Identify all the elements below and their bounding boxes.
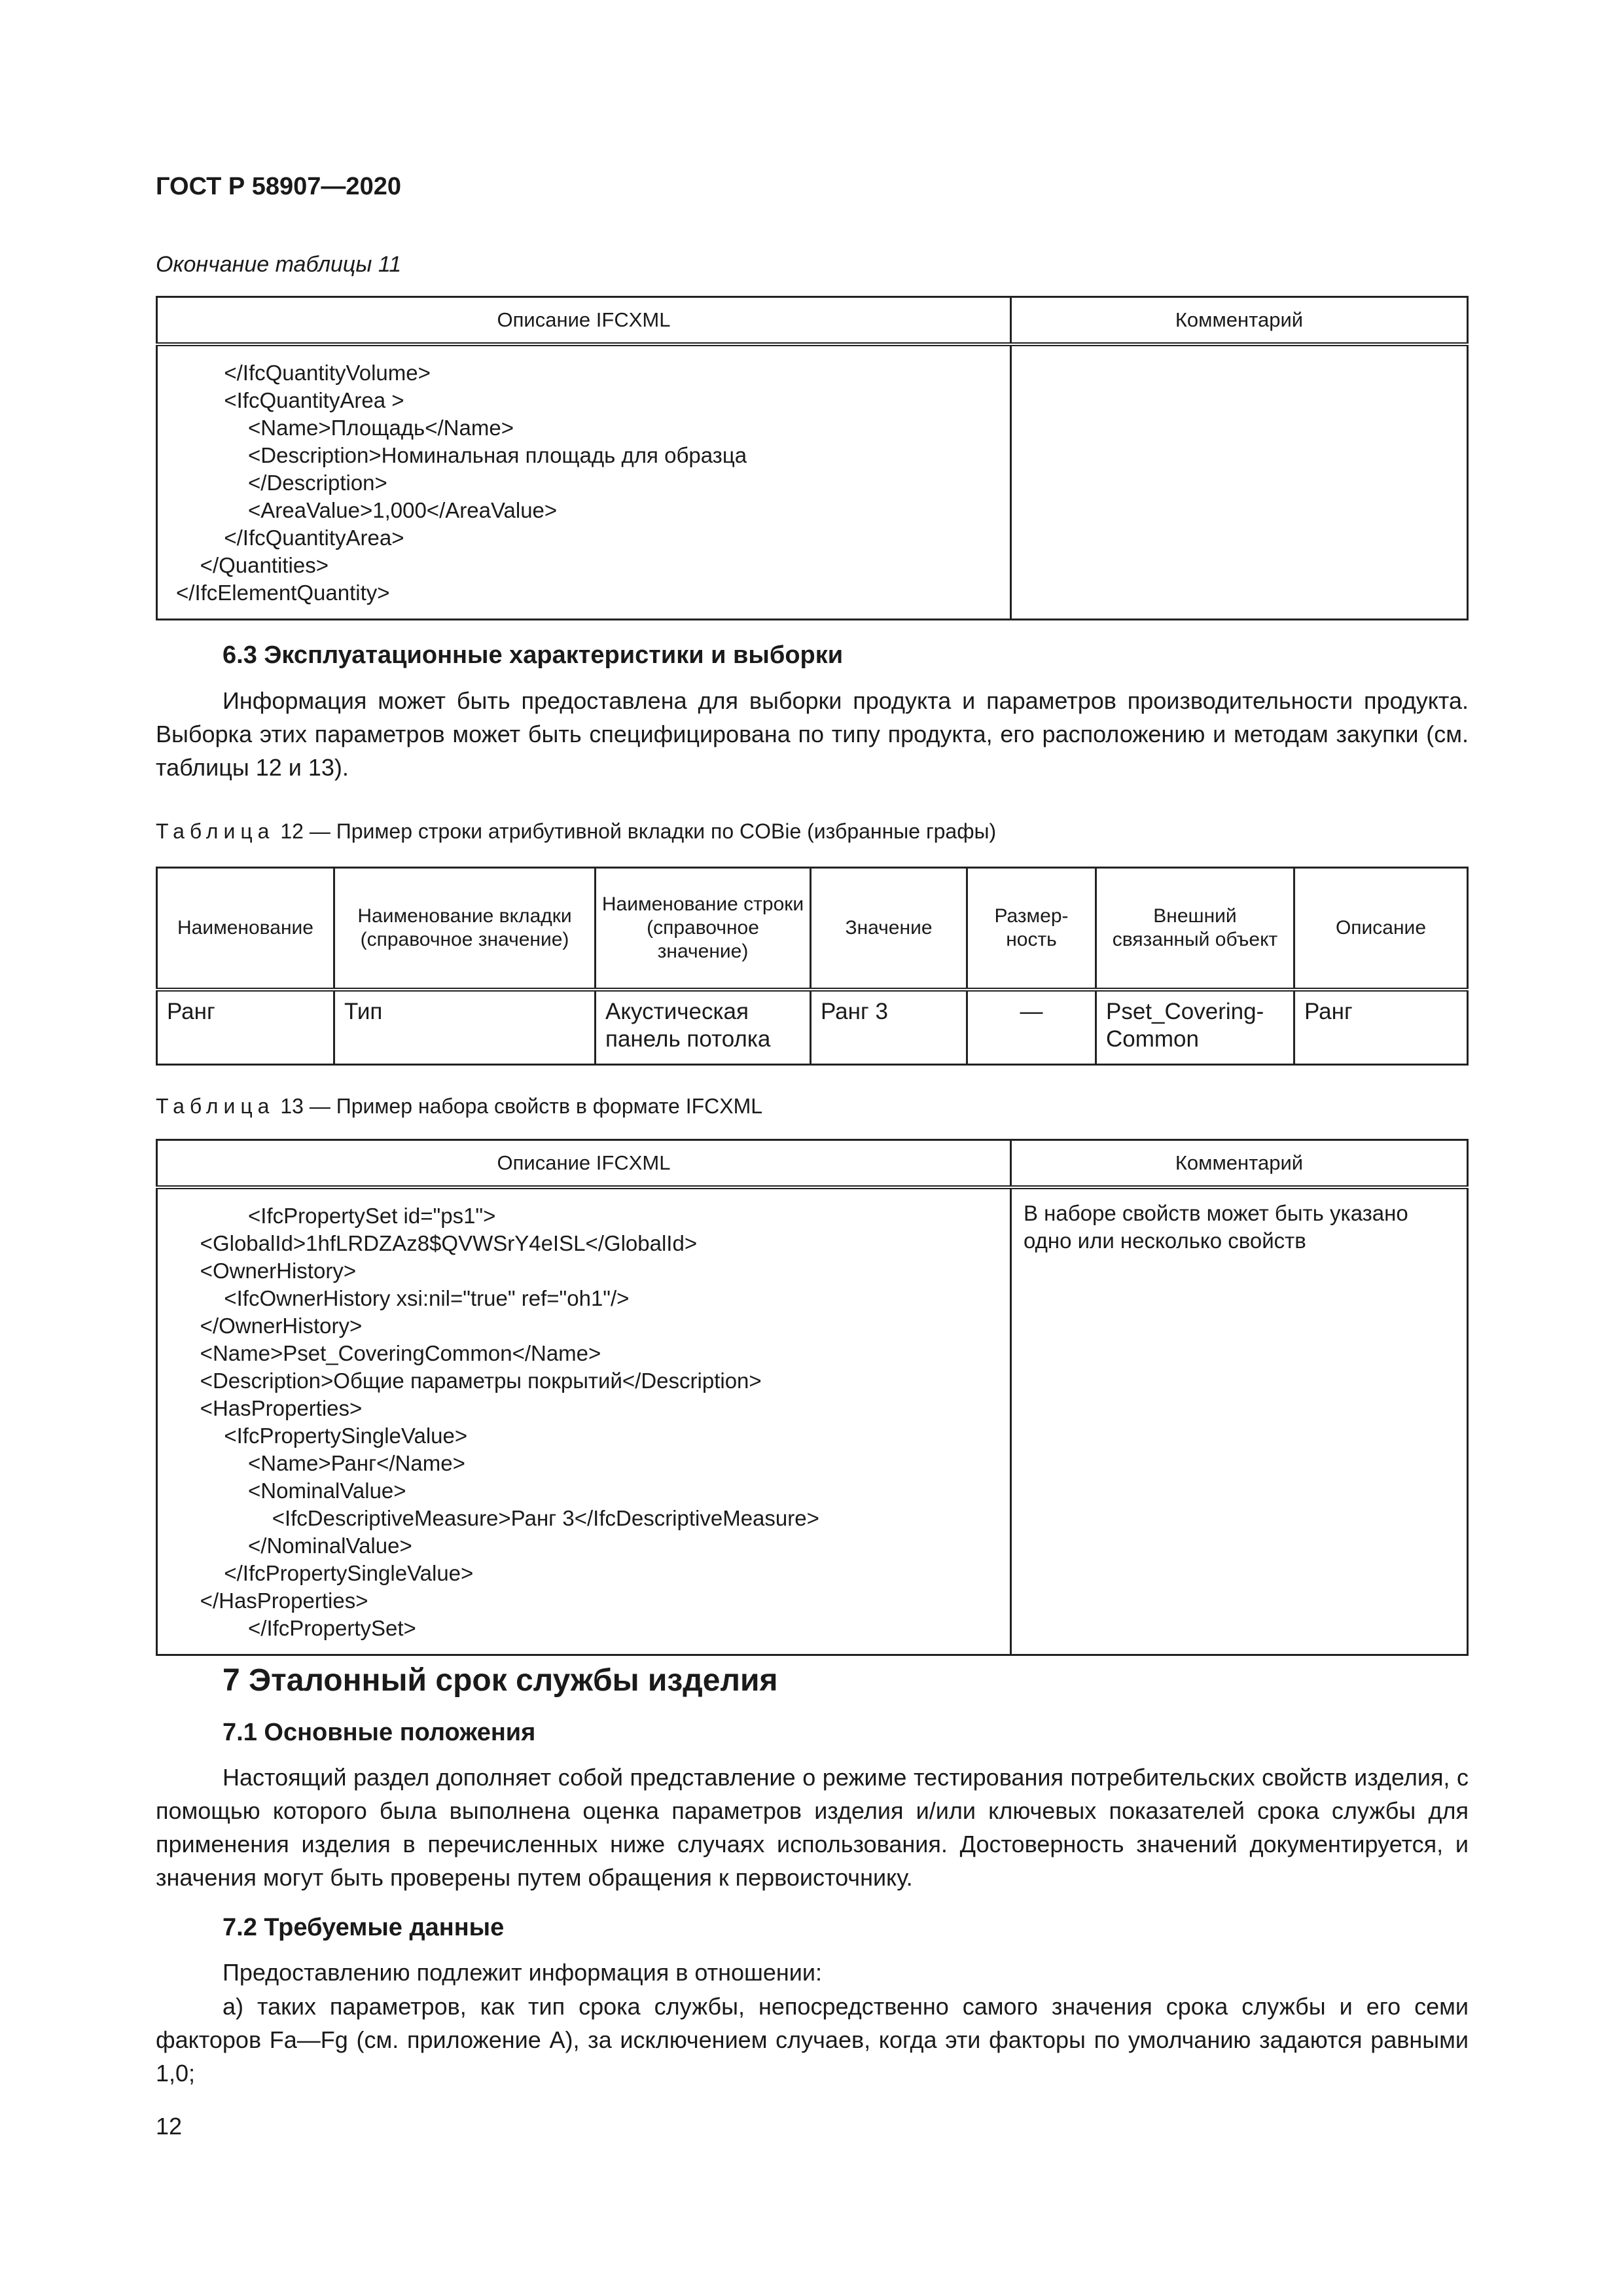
table12-header: Значение xyxy=(811,868,967,990)
table12-header: Описание xyxy=(1294,868,1468,990)
table11-comment-cell xyxy=(1011,344,1468,620)
section-7-heading: 7 Эталонный срок службы изделия xyxy=(223,1663,778,1698)
section-7-2-item-a: а) таких параметров, как тип срока службы, непосредственно самого значения срока службы и его семи факторов Fa—Fg (см. приложение А), за исключением случаев, когда эти факторы по умолчанию задаются равными 1,0; xyxy=(156,1993,1469,2087)
table11-xml-cell xyxy=(157,344,1011,620)
section-6-3-paragraph: Информация может быть предоставлена для выборки продукта и параметров производительности продукта. Выборка этих параметров может быть специфицирована по типу продукта, его расположению и методам закупки (см. таблицы 12 и 13). xyxy=(156,687,1469,781)
table12-cell: Ранг 3 xyxy=(811,990,967,1065)
table13-xml-cell xyxy=(157,1187,1011,1655)
xml-line: <Name>Ранг</Name> xyxy=(176,1451,465,1475)
table13-header-desc: Описание IFCXML xyxy=(157,1140,1011,1188)
xml-line: </IfcQuantityVolume> xyxy=(176,361,431,385)
xml-line: </IfcPropertySingleValue> xyxy=(176,1561,474,1585)
xml-line: </IfcPropertySet> xyxy=(176,1616,416,1640)
xml-line: </IfcQuantityArea> xyxy=(176,526,404,550)
xml-line: <IfcPropertySingleValue> xyxy=(176,1424,468,1448)
xml-line: </IfcElementQuantity> xyxy=(176,581,390,605)
table12-cell: Тип xyxy=(334,990,596,1065)
table12-header: Наименование строки (справочное значение) xyxy=(596,868,811,990)
xml-line: </NominalValue> xyxy=(176,1534,412,1558)
xml-line: <GlobalId>1hfLRDZAz8$QVWSrY4eISL</GlobalId> xyxy=(176,1231,698,1255)
section-7-2-heading: 7.2 Требуемые данные xyxy=(223,1914,505,1941)
table12-header: Наименование xyxy=(157,868,334,990)
xml-line: <IfcQuantityArea > xyxy=(176,388,404,412)
xml-line: <Name>Pset_CoveringCommon</Name> xyxy=(176,1341,601,1365)
table13 xyxy=(156,1139,1469,1656)
xml-line: </HasProperties> xyxy=(176,1588,368,1613)
table13-header-comment: Комментарий xyxy=(1011,1140,1468,1188)
xml-line: </Quantities> xyxy=(176,553,329,577)
section-7-2-intro: Предоставлению подлежит информация в отношении: xyxy=(223,1959,823,1986)
table11-header-comment: Комментарий xyxy=(1011,297,1468,345)
document-code: ГОСТ Р 58907—2020 xyxy=(156,173,401,200)
table13-comment-cell: В наборе свойств может быть указано одно или несколько свойств xyxy=(1011,1187,1468,1655)
table12 xyxy=(156,867,1469,1066)
xml-line: <Description>Общие параметры покрытий</Description> xyxy=(176,1369,762,1393)
xml-line: <HasProperties> xyxy=(176,1396,363,1420)
xml-line: <IfcOwnerHistory xsi:nil="true" ref="oh1"/> xyxy=(176,1286,630,1310)
table12-header: Наименование вкладки (справочное значение) xyxy=(334,868,596,990)
page-number: 12 xyxy=(156,2113,183,2140)
xml-line: </Description> xyxy=(176,471,387,495)
xml-line: <Description>Номинальная площадь для образца xyxy=(176,443,747,467)
table13-title xyxy=(156,1094,762,1119)
table12-title xyxy=(156,819,996,844)
xml-line: <IfcPropertySet id="ps1"> xyxy=(176,1204,496,1228)
table12-title-prefix: Таблица xyxy=(156,819,275,843)
table12-cell: — xyxy=(967,990,1096,1065)
table12-cell: Ранг xyxy=(157,990,334,1065)
section-6-3-heading: 6.3 Эксплуатационные характеристики и выборки xyxy=(223,641,844,669)
table12-cell: Ранг xyxy=(1294,990,1468,1065)
table11-header-desc: Описание IFCXML xyxy=(157,297,1011,345)
table12-header: Размер-ность xyxy=(967,868,1096,990)
xml-line: <NominalValue> xyxy=(176,1479,406,1503)
table13-title-rest: 13 — Пример набора свойств в формате IFCXML xyxy=(280,1094,763,1118)
table11-continuation-caption: Окончание таблицы 11 xyxy=(156,252,402,277)
xml-line: <Name>Площадь</Name> xyxy=(176,416,514,440)
table12-cell: Акустическая панель потолка xyxy=(596,990,811,1065)
xml-line: <AreaValue>1,000</AreaValue> xyxy=(176,498,558,522)
table11-end xyxy=(156,296,1469,620)
section-7-1-heading: 7.1 Основные положения xyxy=(223,1719,536,1746)
table13-title-prefix: Таблица xyxy=(156,1094,275,1118)
table12-title-rest: 12 — Пример строки атрибутивной вкладки по COBie (избранные графы) xyxy=(280,819,997,843)
table12-header: Внешний связанный объект xyxy=(1096,868,1294,990)
xml-line: </OwnerHistory> xyxy=(176,1314,363,1338)
xml-line: <IfcDescriptiveMeasure>Ранг 3</IfcDescriptiveMeasure> xyxy=(176,1506,819,1530)
section-7-1-paragraph: Настоящий раздел дополняет собой представление о режиме тестирования потребительских свойств изделия, с помощью которого была выполнена оценка параметров изделия и/или ключевых показателей срока службы для применения изделия в перечисленных ниже случаях использования. Достоверность значений документируется, и значения могут быть проверены путем обращения к первоисточнику. xyxy=(156,1764,1469,1891)
table12-cell: Pset_Covering-Common xyxy=(1096,990,1294,1065)
xml-line: <OwnerHistory> xyxy=(176,1259,357,1283)
